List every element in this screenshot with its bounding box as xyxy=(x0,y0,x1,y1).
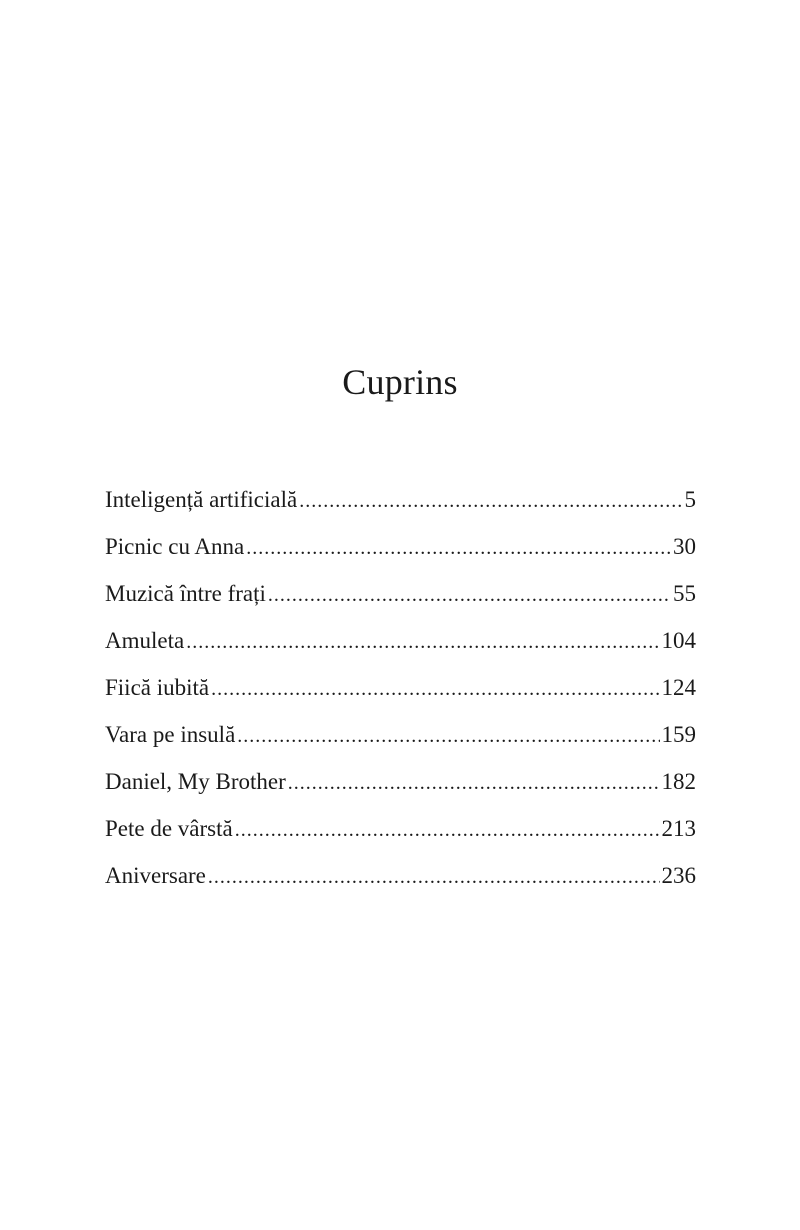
toc-entry-page: 30 xyxy=(673,534,696,559)
toc-entry-title: Pete de vârstă xyxy=(105,816,233,841)
toc-entry-page: 236 xyxy=(661,863,696,888)
toc-entry-title: Fiică iubită xyxy=(105,675,210,700)
toc-entry xyxy=(105,764,696,811)
toc-entry-title: Vara pe insulă xyxy=(105,722,236,747)
table-of-contents xyxy=(105,482,696,905)
toc-entry-page: 55 xyxy=(673,581,696,606)
toc-dot-leader xyxy=(246,530,671,566)
toc-dot-leader xyxy=(237,718,659,754)
toc-entry xyxy=(105,623,696,670)
page-title: Cuprins xyxy=(342,362,458,402)
toc-entry-title: Aniversare xyxy=(105,863,206,888)
toc-entry-title: Muzică între frați xyxy=(105,581,266,606)
toc-dot-leader xyxy=(299,483,682,519)
toc-entry-title: Daniel, My Brother xyxy=(105,769,286,794)
toc-entry xyxy=(105,717,696,764)
toc-dot-leader xyxy=(288,765,660,801)
toc-entry xyxy=(105,858,696,905)
toc-entry-title: Picnic cu Anna xyxy=(105,534,245,559)
toc-dot-leader xyxy=(186,624,659,660)
toc-entry-page: 5 xyxy=(684,487,696,512)
toc-entry xyxy=(105,670,696,717)
toc-entry-page: 124 xyxy=(661,675,696,700)
toc-entry-title: Inteligență artificială xyxy=(105,487,298,512)
toc-dot-leader xyxy=(211,671,659,707)
toc-entry-title: Amuleta xyxy=(105,628,185,653)
toc-entry xyxy=(105,811,696,858)
toc-entry-page: 182 xyxy=(661,769,696,794)
toc-entry-page: 213 xyxy=(661,816,696,841)
toc-entry-page: 159 xyxy=(661,722,696,747)
toc-entry xyxy=(105,529,696,576)
toc-entry xyxy=(105,482,696,529)
toc-entry xyxy=(105,576,696,623)
toc-dot-leader xyxy=(208,859,660,895)
toc-dot-leader xyxy=(235,812,660,848)
toc-entry-page: 104 xyxy=(661,628,696,653)
toc-dot-leader xyxy=(268,577,671,613)
